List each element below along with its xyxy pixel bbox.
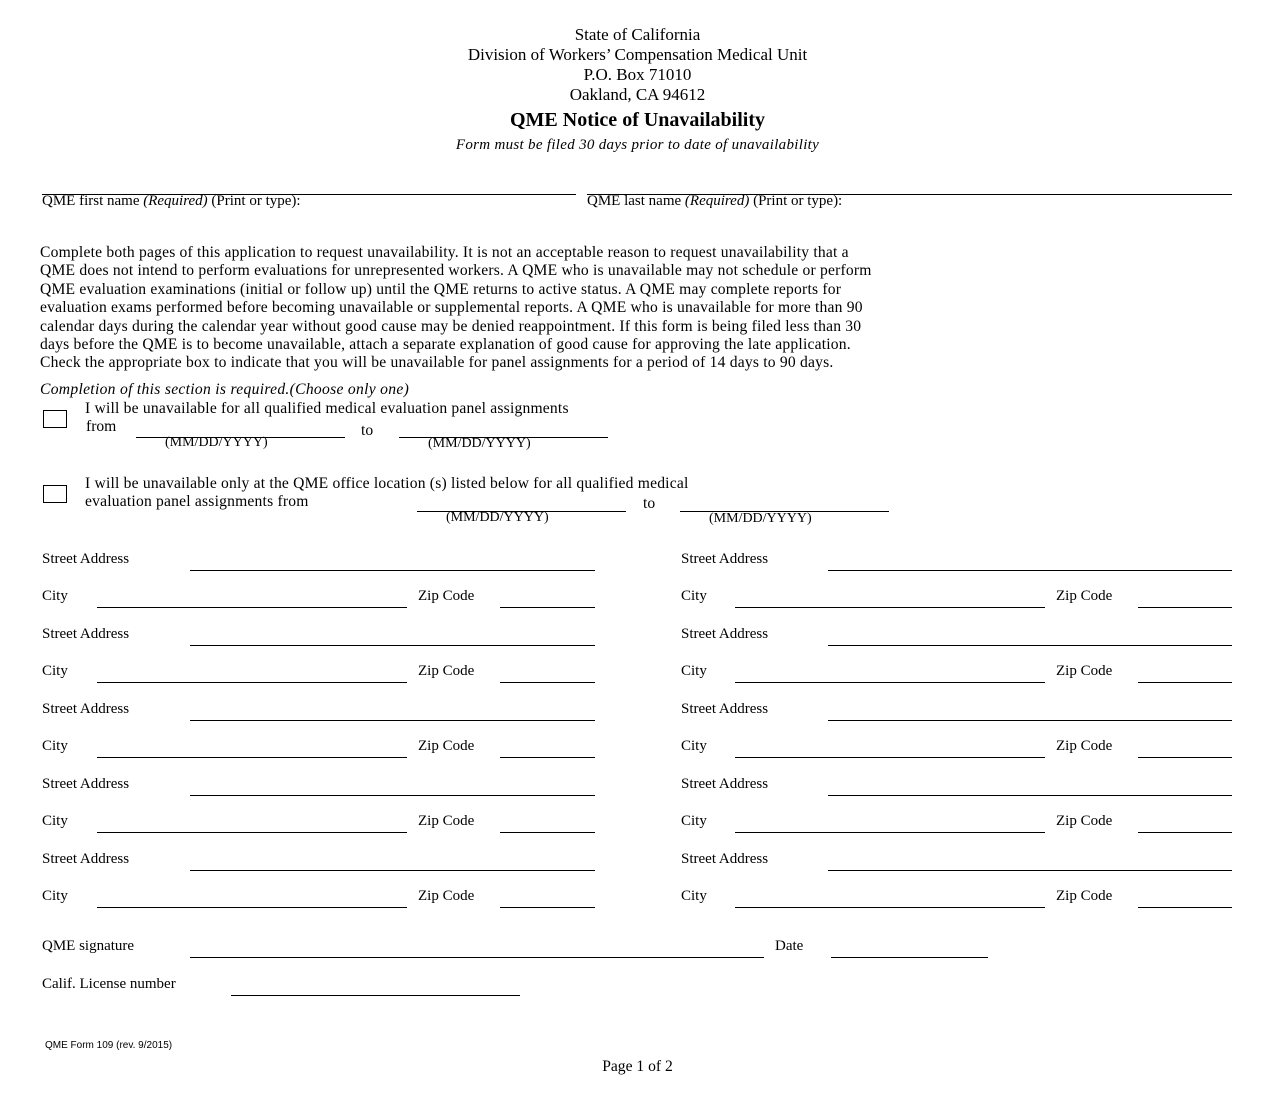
instruction-line: QME does not intend to perform evaluations for unrepresented workers. A QME who is unavailable may not schedule or perform [40,262,872,280]
zip-code-label: Zip Code [418,888,475,904]
zip-code-label: Zip Code [418,738,475,754]
zip-code-label: Zip Code [1056,813,1113,829]
street-address-field-left-5[interactable] [190,852,595,871]
instruction-line: Check the appropriate box to indicate that you will be unavailable for panel assignments for a period of 14 days to 90 days. [40,354,834,372]
street-address-field-right-5[interactable] [828,852,1232,871]
agency-division: Division of Workers’ Compensation Medical Unit [467,45,808,64]
option2-text: I will be unavailable only at the QME office location (s) listed below for all qualified medical [85,475,689,492]
option2-text-continued: evaluation panel assignments from [85,493,309,510]
city-field-right-4[interactable] [735,814,1045,833]
street-address-field-left-3[interactable] [190,702,595,721]
agency-po-box: P.O. Box 71010 [583,65,692,84]
option2-to-label: to [643,495,656,512]
city-field-right-2[interactable] [735,664,1045,683]
signature-date-label: Date [775,938,804,954]
street-address-label: Street Address [681,851,769,867]
city-label: City [681,588,707,604]
zip-code-label: Zip Code [418,813,475,829]
street-address-label: Street Address [42,551,130,567]
zip-code-label: Zip Code [1056,888,1113,904]
street-address-label: Street Address [42,776,130,792]
instructions-paragraph [40,244,1235,373]
city-label: City [681,813,707,829]
street-address-field-right-4[interactable] [828,777,1232,796]
city-label: City [42,663,68,679]
first-name-label: QME first name (Required) (Print or type): [42,193,301,209]
option1-from-label: from [86,418,117,435]
instruction-line: QME evaluation examinations (initial or follow up) until the QME returns to active status. A QME may complete reports for [40,280,842,298]
section-required-note: Completion of this section is required.(Choose only one) [40,381,410,398]
street-address-label: Street Address [42,701,130,717]
option2-to-date[interactable] [680,493,889,512]
street-address-field-right-2[interactable] [828,627,1232,646]
option1-from-hint: (MM/DD/YYYY) [165,435,268,450]
signature-label: QME signature [42,938,135,954]
zip-code-field-left-3[interactable] [500,739,595,758]
city-field-left-4[interactable] [97,814,407,833]
street-address-label: Street Address [681,776,769,792]
city-field-left-3[interactable] [97,739,407,758]
option1-to-label: to [361,422,374,439]
signature-date-field[interactable] [831,939,988,958]
option2-to-hint: (MM/DD/YYYY) [709,511,812,526]
street-address-field-right-1[interactable] [828,552,1232,571]
zip-code-field-right-1[interactable] [1138,589,1232,608]
street-address-label: Street Address [681,701,769,717]
zip-code-field-left-5[interactable] [500,889,595,908]
city-field-left-5[interactable] [97,889,407,908]
street-address-label: Street Address [42,626,130,642]
street-address-label: Street Address [681,551,769,567]
street-address-label: Street Address [42,851,130,867]
zip-code-field-right-2[interactable] [1138,664,1232,683]
zip-code-label: Zip Code [1056,738,1113,754]
agency-state: State of California [574,25,701,44]
city-field-left-2[interactable] [97,664,407,683]
page-number: Page 1 of 2 [602,1058,673,1075]
option1-to-hint: (MM/DD/YYYY) [428,436,531,451]
signature-field[interactable] [190,939,764,958]
agency-city: Oakland, CA 94612 [569,85,706,104]
option1-text: I will be unavailable for all qualified medical evaluation panel assignments [85,400,569,417]
instruction-line: calendar days during the calendar year without good cause may be denied reappointment. If this form is being filed less than 30 [40,317,862,335]
zip-code-field-right-5[interactable] [1138,889,1232,908]
city-field-left-1[interactable] [97,589,407,608]
instruction-line: days before the QME is to become unavailable, attach a separate explanation of good cause for approving the late application. [40,336,851,354]
city-label: City [42,813,68,829]
city-label: City [681,738,707,754]
license-label: Calif. License number [42,976,176,992]
zip-code-label: Zip Code [418,663,475,679]
city-label: City [681,888,707,904]
city-label: City [42,588,68,604]
license-number-field[interactable] [231,977,520,996]
street-address-field-left-1[interactable] [190,552,595,571]
zip-code-field-right-3[interactable] [1138,739,1232,758]
zip-code-label: Zip Code [1056,663,1113,679]
zip-code-field-right-4[interactable] [1138,814,1232,833]
city-label: City [681,663,707,679]
city-field-right-5[interactable] [735,889,1045,908]
zip-code-field-left-2[interactable] [500,664,595,683]
last-name-label: QME last name (Required) (Print or type): [587,193,843,209]
street-address-field-left-4[interactable] [190,777,595,796]
form-subtitle: Form must be filed 30 days prior to date of unavailability [455,137,820,153]
form-id: QME Form 109 (rev. 9/2015) [45,1040,173,1051]
city-field-right-1[interactable] [735,589,1045,608]
zip-code-label: Zip Code [1056,588,1113,604]
city-label: City [42,888,68,904]
zip-code-label: Zip Code [418,588,475,604]
form-title: QME Notice of Unavailability [510,109,765,131]
zip-code-field-left-1[interactable] [500,589,595,608]
street-address-field-right-3[interactable] [828,702,1232,721]
option1-checkbox[interactable] [43,410,67,428]
street-address-field-left-2[interactable] [190,627,595,646]
street-address-label: Street Address [681,626,769,642]
instruction-line: evaluation exams performed before becoming unavailable or supplemental reports. A QME who is unavailable for more than 90 [40,299,863,317]
option2-from-hint: (MM/DD/YYYY) [446,510,549,525]
city-field-right-3[interactable] [735,739,1045,758]
zip-code-field-left-4[interactable] [500,814,595,833]
option2-checkbox[interactable] [43,485,67,503]
city-label: City [42,738,68,754]
instruction-line: Complete both pages of this application to request unavailability. It is not an acceptable reason to request unavailability that a [40,244,849,261]
